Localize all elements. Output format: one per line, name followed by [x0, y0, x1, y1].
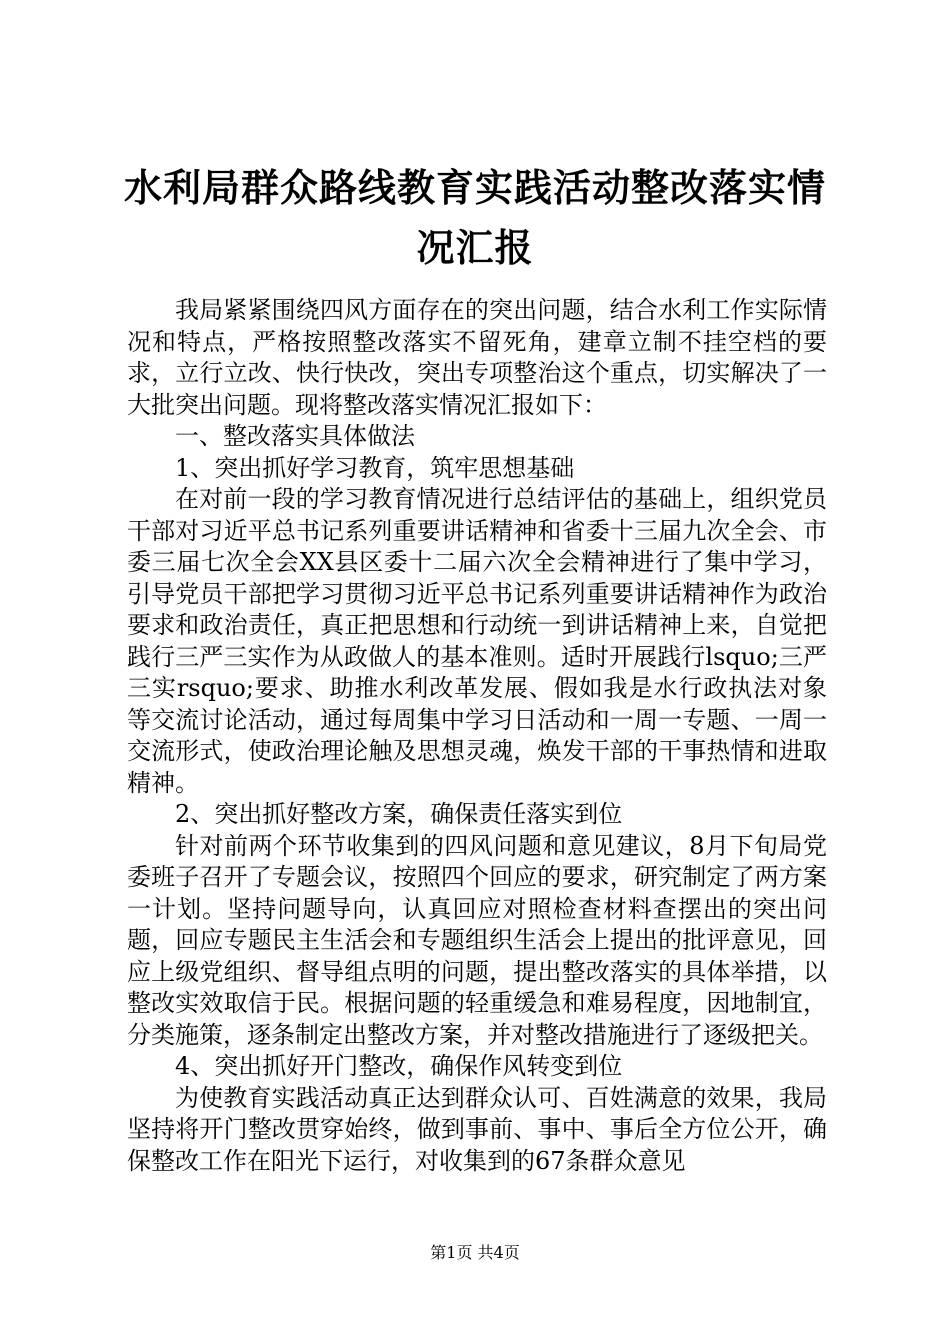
- page-footer: 第1页 共4页: [430, 1243, 520, 1262]
- subsection-heading: 4、突出抓好开门整改，确保作风转变到位: [175, 1052, 623, 1080]
- body-paragraph: 在对前一段的学习教育情况进行总结评估的基础上，组织党员干部对习近平总书记系列重要讲话精神和省委十三届九次全会、市委三届七次全会XX县区委十二届六次全会精神进行了集中学习，引导党员干部把学习贯彻习近平总书记系列重要讲话精神作为政治要求和政治责任，真正把思想和行动统一到讲话精神上来，自觉把践行三严三实作为从政做人的基本准则。适时开展践行lsquo;三严三实rsquo;要求、助推水利改革发展、假如我是水行政执法对象等交流讨论活动，通过每周集中学习日活动和一周一专题、一周一交流形式，使政治理论触及思想灵魂，焕发干部的干事热情和进取精神。: [127, 485, 827, 797]
- subsection-heading: 2、突出抓好整改方案，确保责任落实到位: [175, 800, 623, 828]
- document-title: 水利局群众路线教育实践活动整改落实情况汇报: [123, 165, 826, 270]
- section-heading: 一、整改落实具体做法: [175, 422, 415, 450]
- body-paragraph: 为使教育实践活动真正达到群众认可、百姓满意的效果，我局坚持将开门整改贯穿始终，做到事前、事中、事后全方位公开，确保整改工作在阳光下运行，对收集到的67条群众意见: [127, 1083, 827, 1175]
- subsection-heading: 1、突出抓好学习教育，筑牢思想基础: [175, 453, 575, 482]
- intro-paragraph: 我局紧紧围绕四风方面存在的突出问题，结合水利工作实际情况和特点，严格按照整改落实不留死角，建章立制不挂空档的要求，立行立改、快行快改，突出专项整治这个重点，切实解决了一大批突出问题。现将整改落实情况汇报如下：: [127, 296, 827, 419]
- document-body: [127, 295, 827, 1177]
- body-paragraph: 针对前两个环节收集到的四风问题和意见建议，8月下旬局党委班子召开了专题会议，按照四个回应的要求，研究制定了两方案一计划。坚持问题导向，认真回应对照检查材料查摆出的突出问题，回应专题民主生活会和专题组织生活会上提出的批评意见，回应上级党组织、督导组点明的问题，提出整改落实的具体举措，以整改实效取信于民。根据问题的轻重缓急和难易程度，因地制宜，分类施策，逐条制定出整改方案，并对整改措施进行了逐级把关。: [127, 831, 827, 1049]
